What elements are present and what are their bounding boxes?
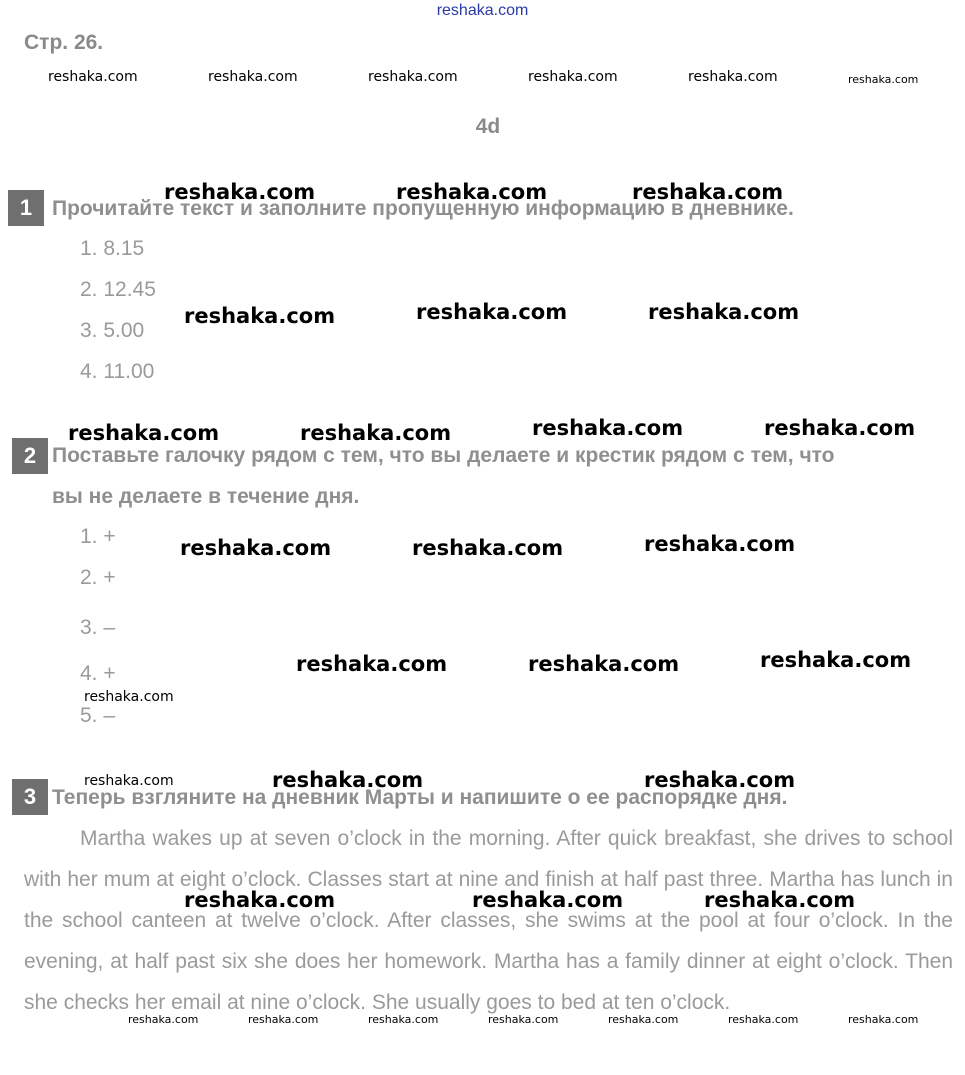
- watermark: reshaka.com: [488, 1013, 559, 1026]
- watermark: reshaka.com: [368, 69, 458, 85]
- watermark: reshaka.com: [644, 532, 796, 556]
- watermark: reshaka.com: [648, 300, 800, 324]
- answer-item: 3. 5.00: [80, 319, 145, 342]
- answer-item: 5. –: [80, 704, 116, 727]
- watermark: reshaka.com: [296, 652, 448, 676]
- watermark: reshaka.com: [84, 689, 174, 705]
- task-instruction: Поставьте галочку рядом с тем, что вы делаете и крестик рядом с тем, что: [52, 444, 835, 467]
- task-instruction: Прочитайте текст и заполните пропущенную информацию в дневнике.: [52, 197, 794, 220]
- watermark: reshaka.com: [48, 69, 138, 85]
- watermark: reshaka.com: [184, 888, 336, 912]
- watermark: reshaka.com: [608, 1013, 679, 1026]
- watermark: reshaka.com: [760, 648, 912, 672]
- watermark: reshaka.com: [184, 304, 336, 328]
- answer-item: 2. +: [80, 566, 116, 589]
- watermark: reshaka.com: [248, 1013, 319, 1026]
- section-code: 4d: [475, 115, 501, 138]
- watermark: reshaka.com: [412, 536, 564, 560]
- watermark: reshaka.com: [396, 180, 548, 204]
- answer-item: 4. 11.00: [80, 360, 155, 383]
- answer-item: 1. 8.15: [80, 237, 145, 260]
- answer-item: 1. +: [80, 525, 116, 548]
- watermark: reshaka.com: [416, 300, 568, 324]
- watermark: reshaka.com: [728, 1013, 799, 1026]
- watermark: reshaka.com: [208, 69, 298, 85]
- page-label: Стр. 26.: [24, 31, 104, 54]
- watermark: reshaka.com: [528, 69, 618, 85]
- task-instruction: Теперь взгляните на дневник Марты и напишите о ее распорядке дня.: [52, 786, 788, 809]
- watermark: reshaka.com: [300, 421, 452, 445]
- watermark: reshaka.com: [128, 1013, 199, 1026]
- watermark: reshaka.com: [848, 1013, 919, 1026]
- task-instruction: вы не делаете в течение дня.: [52, 485, 360, 508]
- answer-item: 2. 12.45: [80, 278, 156, 301]
- watermark: reshaka.com: [532, 416, 684, 440]
- answer-item: 4. +: [80, 662, 116, 685]
- watermark: reshaka.com: [164, 180, 316, 204]
- site-header-link[interactable]: reshaka.com: [436, 2, 529, 19]
- watermark: reshaka.com: [472, 888, 624, 912]
- watermark: reshaka.com: [528, 652, 680, 676]
- answer-item: 3. –: [80, 616, 116, 639]
- watermark: reshaka.com: [632, 180, 784, 204]
- watermark: reshaka.com: [272, 768, 424, 792]
- watermark: reshaka.com: [84, 773, 174, 789]
- watermark: reshaka.com: [764, 416, 916, 440]
- watermark: reshaka.com: [644, 768, 796, 792]
- watermark: reshaka.com: [368, 1013, 439, 1026]
- martha-routine-text: Martha wakes up at seven o’clock in the morning. After quick breakfast, she drives to school with her mum at eight o’clock. Classes start at nine and finish at half past three. Martha has lunch in the school canteen at twelve o’clock. After classes, she swims at the pool at four o’clock. In the evening, at half past six she does her homework. Martha has a family dinner at eight o’clock. Then she checks her email at nine o’clock. She usually goes to bed at ten o’clock.: [24, 827, 953, 1014]
- task-number-badge: 3: [12, 779, 48, 815]
- task-number-badge: 2: [12, 438, 48, 474]
- watermark: reshaka.com: [704, 888, 856, 912]
- watermark: reshaka.com: [848, 73, 919, 86]
- watermark: reshaka.com: [180, 536, 332, 560]
- watermark: reshaka.com: [688, 69, 778, 85]
- task-number-badge: 1: [8, 190, 44, 226]
- watermark: reshaka.com: [68, 421, 220, 445]
